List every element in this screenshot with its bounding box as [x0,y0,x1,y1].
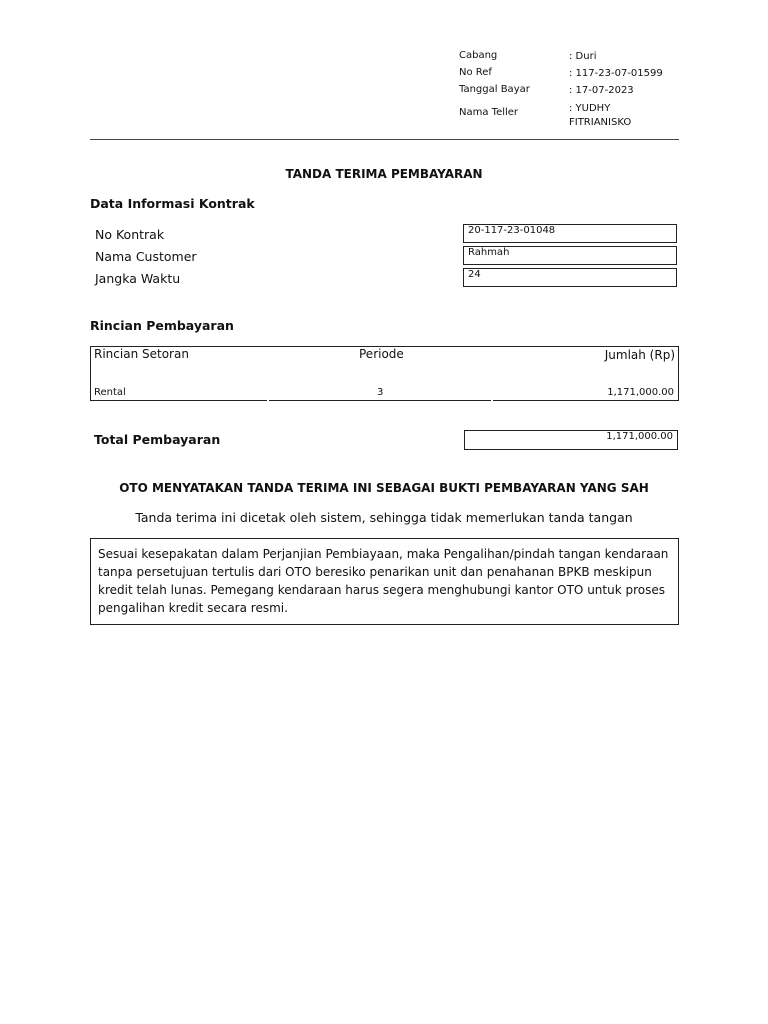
teller-value-line1: : YUDHY [569,103,611,114]
total-value: 1,171,000.00 [464,430,678,450]
branch-label: Cabang [459,50,498,61]
col-header-rincian: Rincian Setoran [94,347,189,361]
ref-label: No Ref [459,67,492,78]
row-jumlah: 1,171,000.00 [607,387,674,398]
tenor-label: Jangka Waktu [95,271,181,286]
contract-no-value: 20-117-23-01048 [463,224,677,243]
col-header-periode: Periode [359,347,404,361]
pay-date-label: Tanggal Bayar [459,84,530,95]
contract-section-title: Data Informasi Kontrak [90,196,255,211]
contract-no-label: No Kontrak [95,227,165,242]
teller-label: Nama Teller [459,107,519,118]
tenor-value: 24 [463,268,677,287]
validity-statement: OTO MENYATAKAN TANDA TERIMA INI SEBAGAI BUKTI PEMBAYARAN YANG SAH [119,481,649,495]
ref-value: : 117-23-07-01599 [569,68,663,79]
col-header-jumlah: Jumlah (Rp) [604,348,675,362]
branch-value: : Duri [569,51,597,62]
header-divider [90,139,679,140]
customer-name-value: Rahmah [463,246,677,265]
transfer-notice: Sesuai kesepakatan dalam Perjanjian Pembiayaan, maka Pengalihan/pindah tangan kendaraan tanpa persetujuan tertulis dari OTO beresiko penarikan unit dan penahanan BPKB meskipun kredit telah lunas. Pemegang kendaraan harus segera menghubungi kantor OTO untuk proses pengalihan kredit secara resmi. [90,538,679,625]
payment-table [90,346,679,401]
row-rincian: Rental [94,387,126,398]
teller-value-line2: FITRIANISKO [569,117,632,128]
total-label: Total Pembayaran [94,432,221,447]
column-gap [267,400,269,401]
customer-name-label: Nama Customer [95,249,197,264]
column-gap [491,400,493,401]
payment-section-title: Rincian Pembayaran [90,318,234,333]
system-note: Tanda terima ini dicetak oleh sistem, sehingga tidak memerlukan tanda tangan [135,510,633,525]
row-periode: 3 [377,387,384,398]
document-title: TANDA TERIMA PEMBAYARAN [285,167,483,181]
pay-date-value: : 17-07-2023 [569,85,634,96]
